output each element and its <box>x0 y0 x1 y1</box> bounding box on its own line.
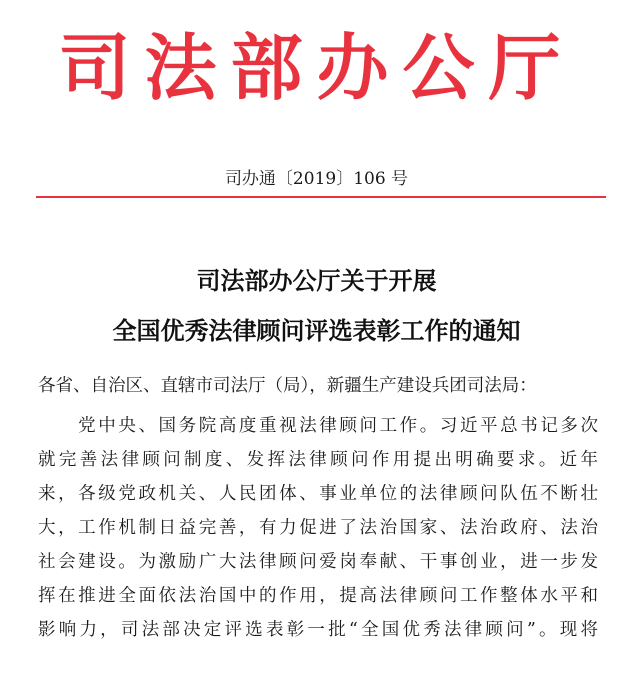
body-line: 影响力，司法部决定评选表彰一批“全国优秀法律顾问”。现将 <box>38 620 598 640</box>
body-line: 就完善法律顾问制度、发挥法律顾问作用提出明确要求。近年 <box>38 450 598 470</box>
salutation: 各省、自治区、直辖市司法厅（局），新疆生产建设兵团司法局： <box>38 376 537 396</box>
red-divider <box>36 196 606 198</box>
masthead: 司法部办公厅 <box>58 26 575 110</box>
document-number: 司办通〔2019〕106 号 <box>224 169 409 189</box>
document-title-line-1: 司法部办公厅关于开展 <box>196 267 437 295</box>
body-line: 社会建设。为激励广大法律顾问爱岗奉献、干事创业，进一步发 <box>38 552 598 572</box>
document-title-line-2: 全国优秀法律顾问评选表彰工作的通知 <box>112 317 521 345</box>
body-line: 大，工作机制日益完善，有力促进了法治国家、法治政府、法治 <box>38 518 598 538</box>
body-line: 挥在推进全面依法治国中的作用，提高法律顾问工作整体水平和 <box>38 586 598 606</box>
body-line: 来，各级党政机关、人民团体、事业单位的法律顾问队伍不断壮 <box>38 484 598 504</box>
body-line: 党中央、国务院高度重视法律顾问工作。习近平总书记多次 <box>38 416 598 436</box>
